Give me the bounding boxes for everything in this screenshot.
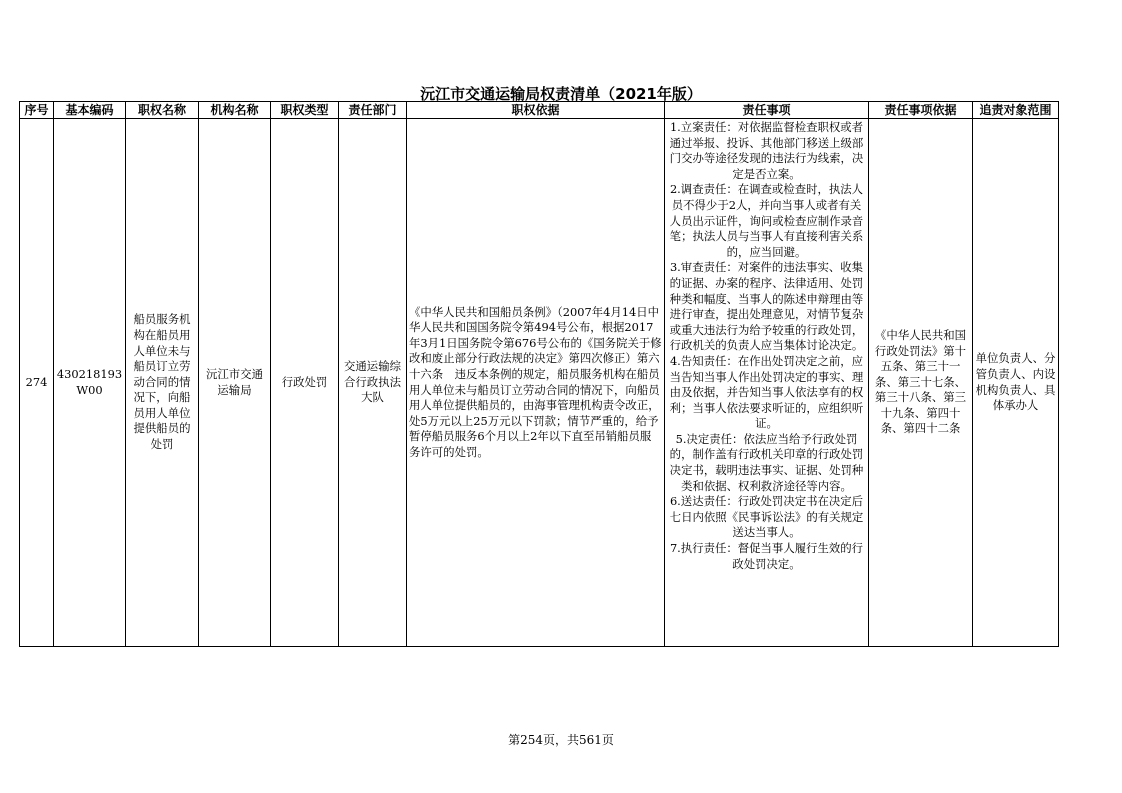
cell-department: 交通运输综合行政执法大队 xyxy=(339,119,407,647)
cell-agency: 沅江市交通运输局 xyxy=(199,119,271,647)
cell-code: 430218193W00 xyxy=(54,119,126,647)
cell-legal-basis: 《中华人民共和国船员条例》（2007年4月14日中华人民共和国国务院令第494号公布，根据2017年3月1日国务院令第676号公布的《国务院关于修改和废止部分行政法规的决定》第四次修正）第六十六条 违反本条例的规定，船员服务机构在船员用人单位未与船员订立劳动合同的情况下，向船员用人单位提供船员的，由海事管理机构责令改正，处5万元以上25万元以下罚款；情节严重的，给予暂停船员服务6个月以上2年以下直至吊销船员服务许可的处罚。 xyxy=(407,119,665,647)
page-footer: 第254页，共561页 xyxy=(508,733,614,747)
header-duties: 责任事项 xyxy=(665,102,869,119)
header-code: 基本编码 xyxy=(54,102,126,119)
header-legal-basis: 职权依据 xyxy=(407,102,665,119)
header-duty-basis: 责任事项依据 xyxy=(869,102,973,119)
header-power-name: 职权名称 xyxy=(126,102,199,119)
cell-accountability: 单位负责人、分管负责人、内设机构负责人、具体承办人 xyxy=(973,119,1059,647)
document-title: 沅江市交通运输局权责清单（2021年版） xyxy=(420,85,702,103)
cell-power-type: 行政处罚 xyxy=(271,119,339,647)
cell-power-name: 船员服务机构在船员用人单位未与船员订立劳动合同的情况下，向船员用人单位提供船员的处罚 xyxy=(126,119,199,647)
cell-duty-basis: 《中华人民共和国行政处罚法》第十五条、第三十一条、第三十七条、第三十八条、第三十九条、第四十条、第四十二条 xyxy=(869,119,973,647)
duties-text: 1.立案责任：对依据监督检查职权或者通过举报、投诉、其他部门移送上级部门交办等途径发现的违法行为线索，决定是否立案。 2.调查责任：在调查或检查时，执法人员不得少于2人，并向当事人或者有关人员出示证件，询问或检查应制作录音笔；执法人员与当事人有直接利害关系的，应当回避。 3.审查责任：对案件的违法事实、收集的证据、办案的程序、法律适用、处罚种类和幅度、当事人的陈述申辩理由等进行审查，提出处理意见，对情节复杂或重大违法行为给予较重的行政处罚，行政机关的负责人应当集体讨论决定。 4.告知责任：在作出处罚决定之前，应当告知当事人作出处罚决定的事实、理由及依据，并告知当事人依法享有的权利；当事人依法要求听证的，应组织听证。 5.决定责任：依法应当给予行政处罚的，制作盖有行政机关印章的行政处罚决定书，载明违法事实、证据、处罚种类和依据、权利救济途径等内容。 6.送达责任：行政处罚决定书在决定后七日内依照《民事诉讼法》的有关规定送达当事人。 7.执行责任：督促当事人履行生效的行政处罚决定。 xyxy=(669,120,864,571)
header-agency: 机构名称 xyxy=(199,102,271,119)
header-power-type: 职权类型 xyxy=(271,102,339,119)
header-accountability: 追责对象范围 xyxy=(973,102,1059,119)
cell-seq: 274 xyxy=(20,119,54,647)
cell-duties xyxy=(665,119,869,647)
table-row xyxy=(20,119,1059,647)
header-department: 责任部门 xyxy=(339,102,407,119)
header-seq: 序号 xyxy=(20,102,54,119)
powers-table xyxy=(19,101,1059,647)
table-header-row xyxy=(20,102,1059,119)
